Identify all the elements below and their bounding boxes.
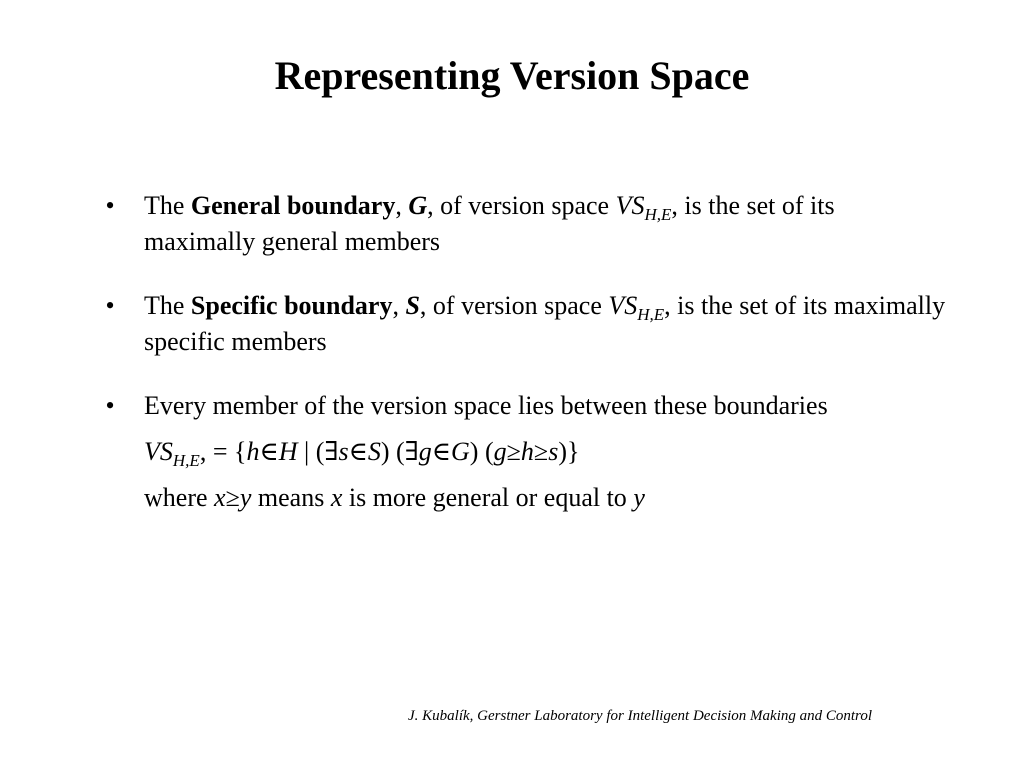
slide-title: Representing Version Space [274,53,750,98]
bullet-every-member [100,388,950,516]
vs-symbol: VS [615,191,645,220]
bullet-general-boundary [100,188,950,260]
bullet-marker: • [105,391,115,420]
vs-symbol: VS [608,291,638,320]
term-general-boundary: General boundary [190,191,396,220]
version-space-formula: $VS_{H,E}$, = {h∈H | (∃s∈S) (∃g∈G) (g≥h≥s)} [144,437,580,470]
bullet-specific-boundary [100,288,950,360]
bullet-list [100,188,950,516]
bullet-text: The General boundary, G, of version space $VS_{H,E}$, is the set of its maximally general members [144,191,835,256]
bullet-text: Every member of the version space lies between these boundaries [144,391,828,420]
footer-credit: J. Kubalík, Gerstner Laboratory for Intelligent Decision Making and Control [408,708,872,724]
bullet-marker: • [105,291,115,320]
term-specific-boundary: Specific boundary [190,291,393,320]
symbol-g: G [408,191,428,220]
bullet-text: The Specific boundary, S, of version space $VS_{H,E}$, is the set of its maximally specific members [144,291,946,356]
where-definition: where x≥y means x is more general or equal to y [144,483,645,512]
symbol-s: S [405,291,420,320]
bullet-marker: • [105,191,115,220]
